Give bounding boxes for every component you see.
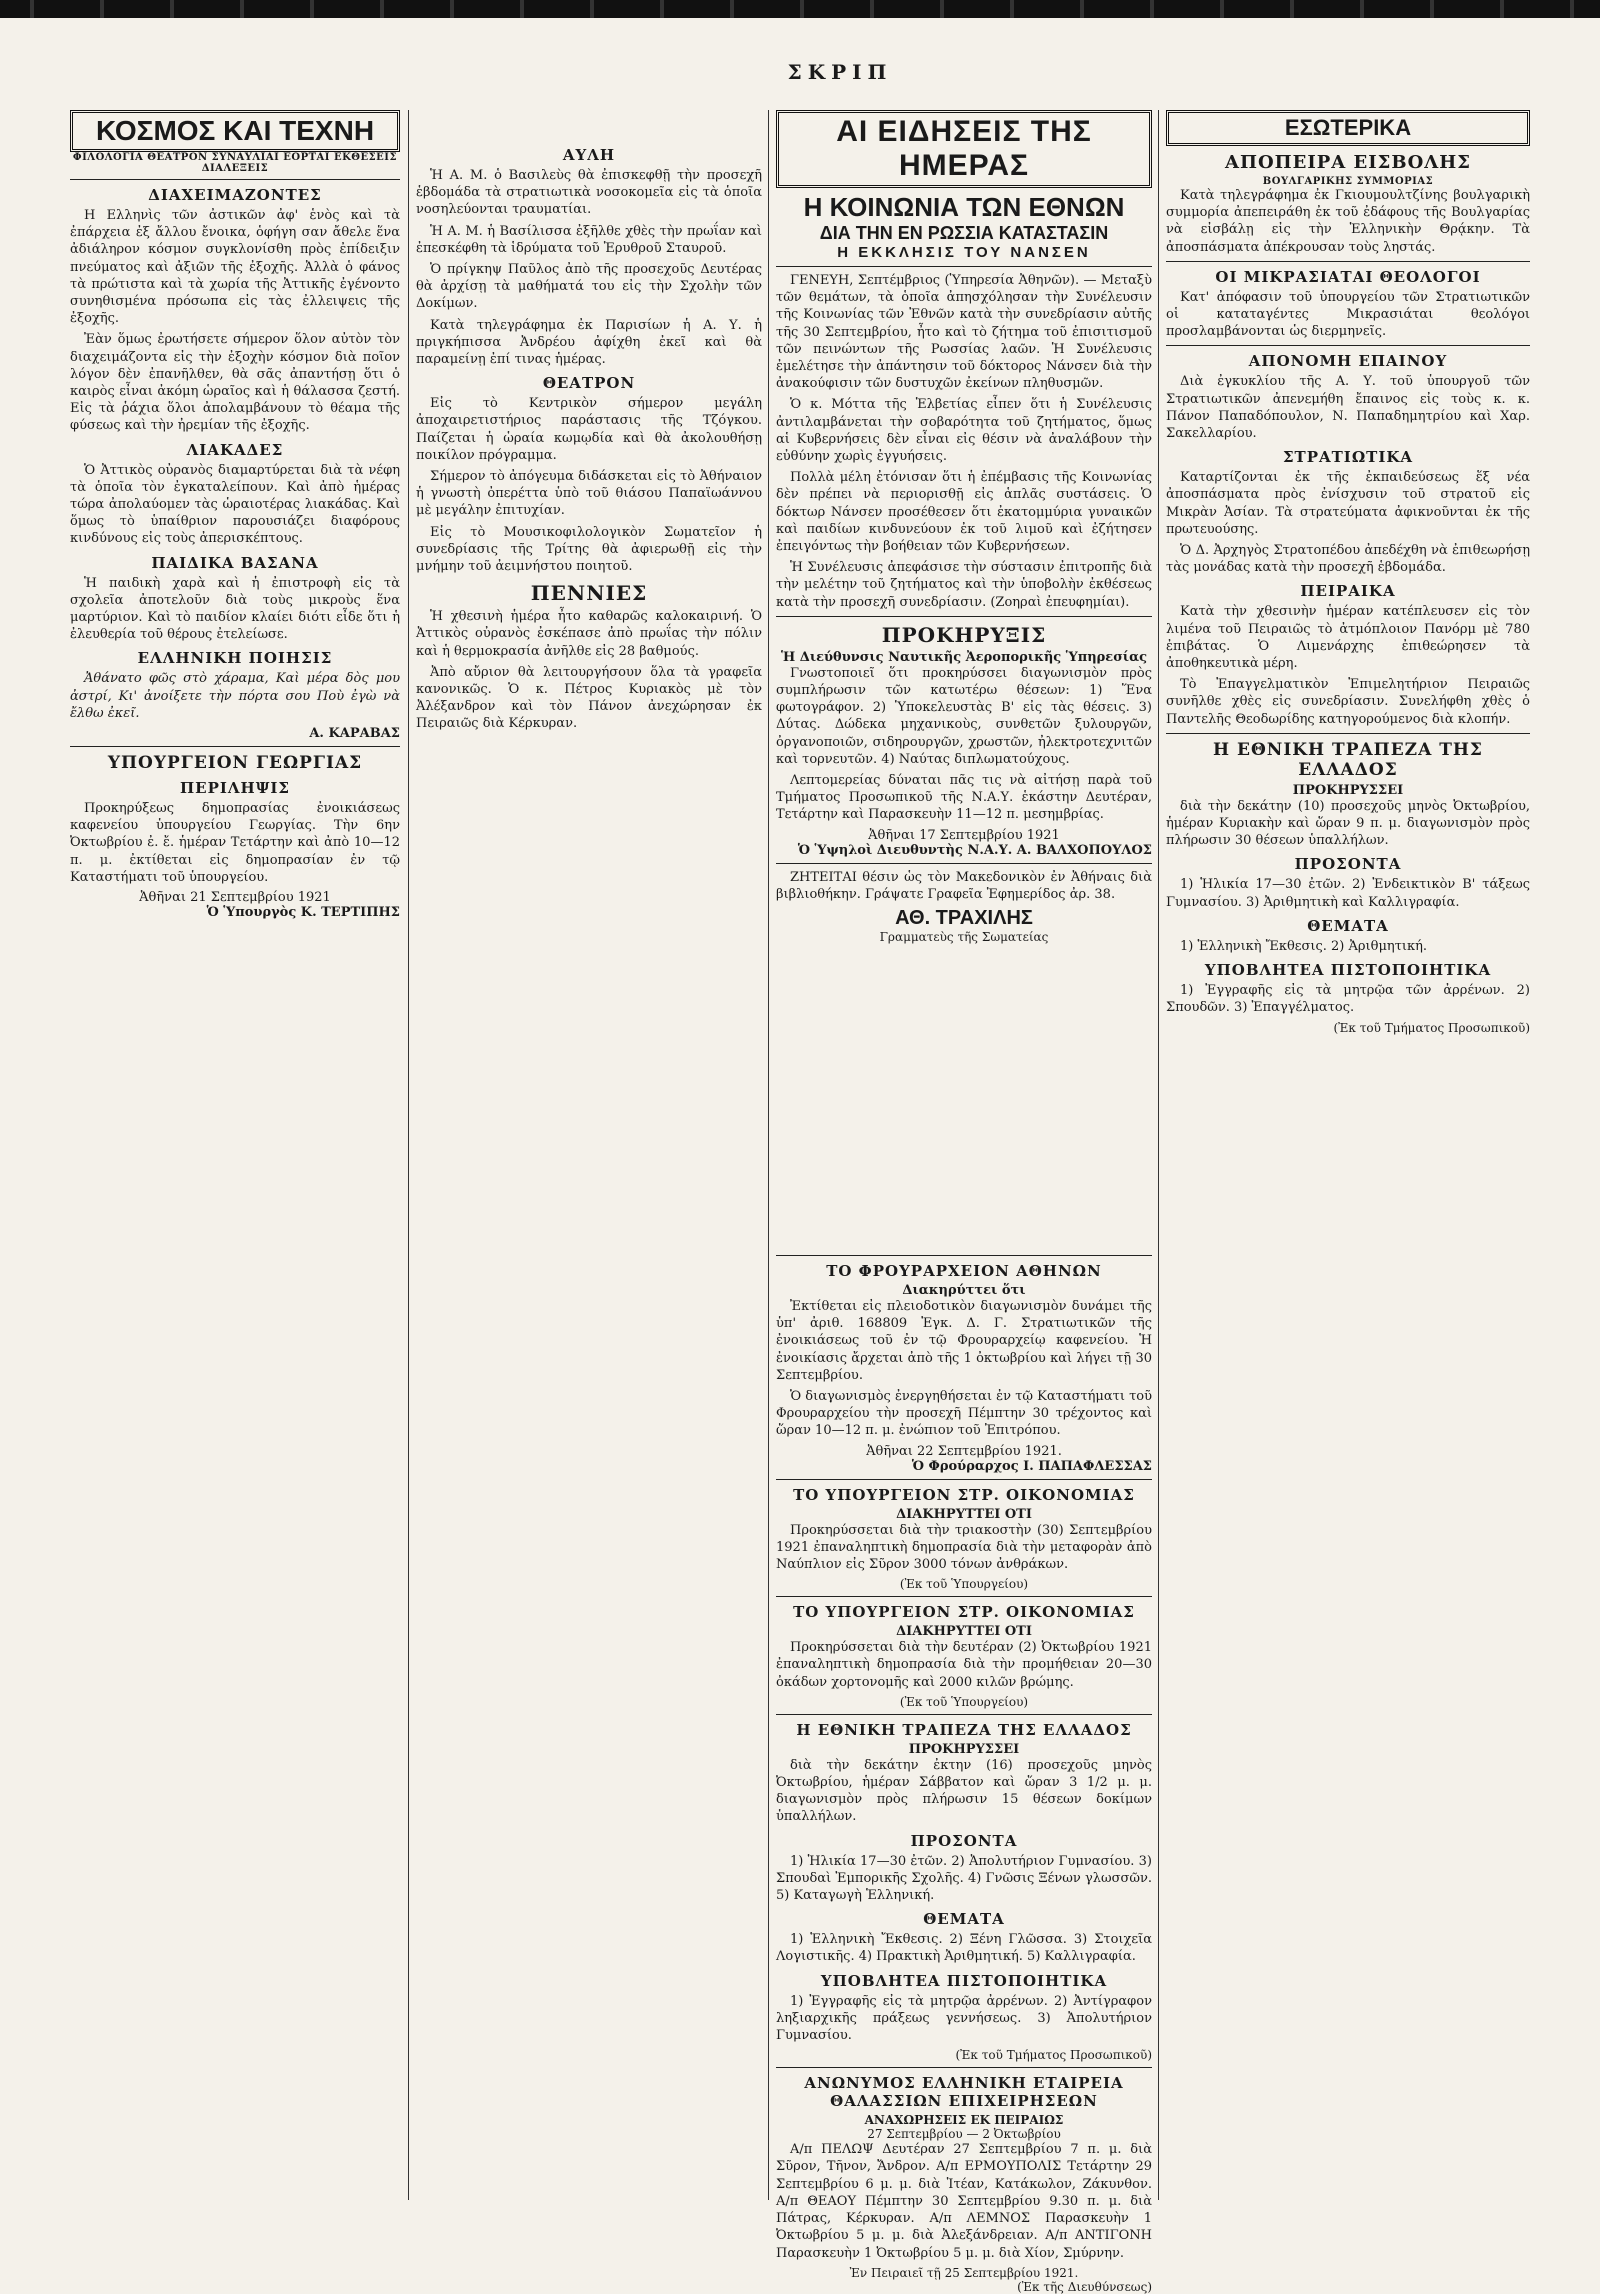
notice-heading: ΠΡΟΚΗΡΥΞΙΣ [881, 622, 1047, 647]
article-text: Διὰ ἐγκυκλίου τῆς Α. Υ. τοῦ ὑπουργοῦ τῶν Στρατιωτικῶν ἀπενεμήθη ἔπαινος εἰς τοὺς κ. κ. Πάνον Παπαδόπουλον, Ν. Παπαδημητρίου καὶ Χαρ. Σακελλαρίου. [1166, 374, 1530, 442]
masthead: ΣΚΡΙΠ [787, 60, 893, 84]
article-text: Ἡ Α. Μ. ὁ Βασιλεὺς θὰ ἐπισκεφθῇ τὴν προσεχῆ ἑβδομάδα τὰ στρατιωτικὰ νοσοκομεῖα εἰς τὰ ὁποῖα νοσηλεύονται τραυματίαι. [416, 168, 762, 218]
bank-items: 1) Ἑλληνικὴ Ἔκθεσις. 2) Ξένη Γλῶσσα. 3) Στοιχεῖα Λογιστικῆς. 4) Πρακτικὴ Ἀριθμητική. 5) Καλλιγραφία. [776, 1932, 1152, 1965]
notice-subheading: ΠΡΟΚΗΡΥΣΣΕΙ [1292, 782, 1404, 798]
notice-text: Προκηρύσσεται διὰ τὴν τριακοστὴν (30) Σεπτεμβρίου 1921 ἐπαναληπτικὴ δημοπρασία διὰ τὴν μεταφορὰν ἀπὸ Ναύπλιον εἰς Σῦρον 3000 τόνων ἀνθράκων. [776, 1522, 1152, 1573]
shipping-dates: 27 Σεπτεμβρίου — 2 Ὀκτωβρίου [867, 2127, 1061, 2142]
notice-signature: Ὁ Ὑψηλοὶ Διευθυντὴς Ν.Α.Υ. Α. ΒΑΛΧΟΠΟΥΛΟΣ [797, 842, 1152, 858]
notice-signature: (Ἐκ τοῦ Ὑπουργείου) [899, 1577, 1029, 1592]
bank-heading: Η ΕΘΝΙΚΗ ΤΡΑΠΕΖΑ ΤΗΣ ΕΛΛΑΔΟΣ [796, 1720, 1132, 1739]
main-headline: ΑΙ ΕΙΔΗΣΕΙΣ ΤΗΣ ΗΜΕΡΑΣ [776, 110, 1152, 188]
notice-date: Ἀθῆναι 21 Σεπτεμβρίου 1921 [139, 890, 331, 906]
notice-text: Ὁ διαγωνισμὸς ἐνεργηθήσεται ἐν τῷ Καταστήματι τοῦ Φρουραρχείου τὴν προσεχῆ Πέμπτην 30 τρέχοντος καὶ ὥραν 10—12 π. μ. ἐνώπιον τοῦ Ἐπιτρόπου. [776, 1389, 1153, 1439]
headline-2: Η ΚΟΙΝΩΝΙΑ ΤΩΝ ΕΘΝΩΝ [803, 192, 1125, 222]
article-text: Ὁ Δ. Ἀρχηγὸς Στρατοπέδου ἀπεδέχθη νὰ ἐπιθεωρήσῃ τὰς μονάδας κατὰ τὴν προσεχῆ ἑβδομάδα. [1166, 543, 1530, 576]
article-heading: ΠΕΙΡΑΙΚΑ [1300, 582, 1396, 601]
article-text: Ὁ κ. Μόττα τῆς Ἑλβετίας εἶπεν ὅτι ἡ Συνέλευσις ἀντιλαμβάνεται τὴν σοβαρότητα τοῦ ζητήματος, ὅμως αἱ Κυβερνήσεις δὲν εἶναι εἰς θέσιν νὰ ἀναλάβουν τὴν εὐθύνην χωρὶς ἐγγυήσεις. [776, 397, 1152, 465]
article-text: Ἡ χθεσινὴ ἡμέρα ἦτο καθαρῶς καλοκαιρινή. Ὁ Ἀττικὸς οὐρανὸς ἐσκέπασε ἀπὸ πρωΐας τὴν πόλιν καὶ ἡ θερμοκρασία ἀνῆλθε εἰς 28 βαθμούς. [416, 609, 762, 659]
article-text: Κατ' ἀπόφασιν τοῦ ὑπουργείου τῶν Στρατιωτικῶν οἱ καταταγέντες Μικρασιάται θεολόγοι προσλαμβάνονται ὡς διερμηνεῖς. [1166, 289, 1530, 340]
shipping-signature: (Ἐκ τῆς Διευθύνσεως) [1017, 2279, 1152, 2294]
article-text: Ὁ Ἀττικὸς οὐρανὸς διαμαρτύρεται διὰ τὰ νέφη τὰ ὁποῖα τὸν ἐγκαταλείπουν. Καὶ ἀπὸ ἡμέρας τώρα ἀπολαύομεν τὰς ὡραιοτέρας λιακάδας. Καὶ ὅμως τὸ ὑπαίθριον παρουσιάζει διαφόρους κινδύνους εἰς τοὺς ἀπερισκέπτους. [70, 462, 400, 547]
notice-date: Ἀθῆναι 22 Σεπτεμβρίου 1921. [866, 1443, 1062, 1459]
notice-text: Ἐκτίθεται εἰς πλειοδοτικὸν διαγωνισμὸν δυνάμει τῆς ὑπ' ἀριθ. 168809 Ἐγκ. Δ. Γ. Στρατιωτικῶν τῆς ἐνοικιάσεως τοῦ ἐν τῷ Φρουραρχείῳ καφενείου. Ἡ ἐνοικίασις ἄρχεται ἀπὸ τῆς 1 ὀκτωβρίου καὶ λήγει τῇ 30 Σεπτεμβρίου. [776, 1299, 1152, 1383]
article-heading: ΔΙΑΧΕΙΜΑΖΟΝΤΕΣ [148, 186, 322, 204]
shipping-text: Α/π ΠΕΛΩΨ Δευτέραν 27 Σεπτεμβρίου 7 π. μ. διὰ Σῦρον, Τῆνον, Ἄνδρον. Α/π ΕΡΜΟΥΠΟΛΙΣ Τετάρτην 29 Σεπτεμβρίου 6 μ. μ. διὰ Ἰτέαν, Κατάκωλον, Ζάκυνθον. Α/π ΘΕΑΟΥ Πέμπτην 30 Σεπτεμβρίου 9.30 π. μ. διὰ Πάτρας, Κέρκυραν. Α/π ΛΕΜΝΟΣ Παρασκευὴν 1 Ὀκτωβρίου 5 μ. μ. διὰ Ἀλεξάνδρειαν. Α/π ΑΝΤΙΓΟΝΗ Παρασκευὴν 1 Ὀκτωβρίου 5 μ. μ. διὰ Χίον, Σμύρνην. [776, 2142, 1152, 2261]
section-title: ΕΣΩΤΕΡΙΚΑ [1166, 110, 1530, 146]
notice-heading: ΤΟ ΥΠΟΥΡΓΕΙΟΝ ΣΤΡ. ΟΙΚΟΝΟΜΙΑΣ [793, 1485, 1135, 1504]
article-text: Πολλὰ μέλη ἐτόνισαν ὅτι ἡ ἐπέμβασις τῆς Κοινωνίας δὲν πρέπει νὰ περιορισθῇ εἰς ἁπλᾶς συστάσεις. Ὁ δόκτωρ Νάνσεν προσέθεσεν ὅτι ἐκατομμύρια γυναικῶν καὶ παιδίων κινδυνεύουν ἐκ τοῦ λιμοῦ καὶ ἐζήτησεν ἐπειγόντως τὴν βοήθειαν τῶν Κυβερνήσεων. [776, 470, 1152, 555]
shipping-date: Ἐν Πειραιεῖ τῇ 25 Σεπτεμβρίου 1921. [849, 2265, 1079, 2280]
article-text: Καταρτίζονται ἐκ τῆς ἐκπαιδεύσεως ἕξ νέα ἀποσπάσματα πρὸς ἐνίσχυσιν τοῦ στρατοῦ εἰς Μικρὰν Ἀσίαν. Τὰ στρατεύματα ἀφικνοῦνται ἐκ τῆς πρωτευούσης. [1166, 470, 1530, 537]
notice-signature: Ὁ Ὑπουργὸς Κ. ΤΕΡΤΙΠΗΣ [206, 905, 400, 921]
headline-3: ΔΙΑ ΤΗΝ ΕΝ ΡΩΣΣΙΑ ΚΑΤΑΣΤΑΣΙΝ [819, 223, 1109, 243]
article-heading: ΑΥΛΗ [562, 146, 616, 164]
article-text: Κατὰ τηλεγράφημα ἐκ Παρισίων ἡ Α. Υ. ἡ πριγκήπισσα Ἀνδρέου ἀφίχθη ἐκεῖ καὶ θὰ παραμείνῃ ἐπί τινας ἡμέρας. [416, 317, 762, 368]
notice-subheading: Διακηρύττει ὅτι [902, 1283, 1026, 1298]
notice-sub: ΥΠΟΒΛΗΤΕΑ ΠΙΣΤΟΠΟΙΗΤΙΚΑ [1204, 961, 1492, 980]
notice-sub: ΘΕΜΑΤΑ [1307, 916, 1389, 935]
notice-signature: Ὁ Φρούραρχος Ι. ΠΑΠΑΦΛΕΣΣΑΣ [911, 1458, 1152, 1474]
article-text: Σήμερον τὸ ἀπόγευμα διδάσκεται εἰς τὸ Ἀθήναιον ἡ γνωστὴ ὀπερέττα ὑπὸ τοῦ θιάσου Παπαϊωάννου μὲ μεγάλην ἐπιτυχίαν. [416, 469, 762, 519]
bank-subheading: ΠΡΟΚΗΡΥΣΣΕΙ [908, 1741, 1020, 1757]
advert-sub: Γραμματεὺς τῆς Σωματείας [879, 930, 1049, 945]
article-heading: ΑΠΟΝΟΜΗ ΕΠΑΙΝΟΥ [1248, 352, 1448, 371]
notice-text: Λεπτομερείας δύναται πᾶς τις νὰ αἰτήσῃ παρὰ τοῦ Τμήματος Προσωπικοῦ τῆς Ν.Α.Υ. ἑκάστην Δευτέραν, Τετάρτην καὶ Παρασκευὴν 11—12 π. μεσημβρίας. [776, 773, 1152, 823]
article-heading: ΛΙΑΚΑΔΕΣ [186, 440, 284, 459]
bank-signature: (Ἐκ τοῦ Τμήματος Προσωπικοῦ) [955, 2048, 1152, 2063]
notice-items: 1) Ἑλληνικὴ Ἔκθεσις. 2) Ἀριθμητική. [1180, 938, 1428, 954]
column-domestic [1166, 110, 1530, 2160]
section-subtitle: ΦΙΛΟΛΟΓΙΑ ΘΕΑΤΡΟΝ ΣΥΝΑΥΛΙΑΙ ΕΟΡΤΑΙ ΕΚΘΕΣΕΙΣ ΔΙΑΛΕΞΕΙΣ [72, 152, 398, 174]
notice-subheading: ΠΕΡΙΛΗΨΙΣ [179, 779, 291, 798]
article-text: Εἰς τὸ Μουσικοφιλολογικὸν Σωματεῖον ἡ συνεδρίασις τῆς Τρίτης θὰ ἀφιερωθῇ εἰς τὴν μνήμην τοῦ ἀειμνήστου ποιητοῦ. [416, 524, 762, 575]
article-heading: ΘΕΑΤΡΟΝ [542, 374, 636, 393]
bank-items: 1) Ἡλικία 17—30 ἐτῶν. 2) Ἀπολυτήριον Γυμνασίου. 3) Σπουδαὶ Ἐμπορικῆς Σχολῆς. 4) Γνῶσις Ξένων γλωσσῶν. 5) Καταγωγὴ Ἑλληνική. [776, 1853, 1152, 1904]
newspaper-page [70, 60, 1530, 2294]
bank-sub: ΥΠΟΒΛΗΤΕΑ ΠΙΣΤΟΠΟΙΗΤΙΚΑ [820, 1971, 1108, 1990]
article-heading: ΑΠΟΠΕΙΡΑ ΕΙΣΒΟΛΗΣ [1224, 152, 1471, 173]
notice-heading: ΤΟ ΥΠΟΥΡΓΕΙΟΝ ΣΤΡ. ΟΙΚΟΝΟΜΙΑΣ [793, 1603, 1135, 1622]
article-text: Ἡ Α. Μ. ἡ Βασίλισσα ἐξῆλθε χθὲς τὴν πρωΐαν καὶ ἐπεσκέφθη τὰ ἱδρύματα τοῦ Ἐρυθροῦ Σταυροῦ. [416, 223, 762, 256]
article-heading: ΟΙ ΜΙΚΡΑΣΙΑΤΑΙ ΘΕΟΛΟΓΟΙ [1215, 267, 1481, 286]
notice-heading: ΤΟ ΦΡΟΥΡΑΡΧΕΙΟΝ ΑΘΗΝΩΝ [826, 1262, 1102, 1280]
notice-subheading: Ἡ Διεύθυνσις Ναυτικῆς Ἀεροπορικῆς Ὑπηρεσίας [780, 649, 1148, 665]
article-text: Ἡ Συνέλευσις ἀπεφάσισε τὴν σύστασιν ἐπιτροπῆς διὰ τὴν μελέτην τοῦ ζητήματος καὶ τὴν ὑποβολὴν ἐκθέσεως κατὰ τὴν προσεχῆ συνεδρίασιν. (Ζοηραὶ ἐπευφημίαι). [776, 560, 1152, 610]
article-text: Κατὰ τηλεγράφημα ἐκ Γκιουμουλτζίνης βουλγαρικὴ συμμορία ἀπεπειράθη ἐκ τοῦ ἐδάφους τῆς Βουλγαρίας νὰ εἰσβάλῃ εἰς τὴν Ἑλληνικὴν Θρᾴκην. Τὰ ἀποσπάσματα ἀπέκρουσαν τοὺς ληστάς. [1166, 188, 1530, 255]
poem-text: Ἀθάνατο φῶς στὸ χάραμα, Καὶ μέρα δὸς μου ἀστρί, Κι' ἀνοίξετε τὴν πόρτα σου Ποὺ ἐγὼ νὰ ἔλθω ἐκεῖ. [70, 671, 400, 721]
notice-text: Γνωστοποιεῖ ὅτι προκηρύσσει διαγωνισμὸν πρὸς συμπλήρωσιν τῶν κατωτέρω θέσεων: 1) Ἕνα φωτογράφον. 2) Ὑποκελευστὰς Β' εἰς τὰς θέσεις. 3) Δύτας. Δώδεκα μηχανικοὺς, συνθετῶν ξυλουργῶν, ὀργανοποιῶν, σιδηρουργῶν, χρωστῶν, ἠλεκτροτεχνιτῶν καὶ τορνευτῶν. 4) Ναύτας διπλωματούχους. [776, 665, 1152, 767]
article-heading: ΣΤΡΑΤΙΩΤΙΚΑ [1282, 448, 1414, 467]
notice-items: 1) Ἡλικία 17—30 ἐτῶν. 2) Ἐνδεικτικὸν Β' τάξεως Γυμνασίου. 3) Ἀριθμητικὴ καὶ Καλλιγραφία. [1166, 877, 1530, 910]
article-text: Ἡ παιδικὴ χαρὰ καὶ ἡ ἐπιστροφὴ εἰς τὰ σχολεῖα ἀποτελοῦν διὰ τοὺς μικροὺς ἕνα μαρτύριον. Καὶ τὸ παιδίον κλαίει διότι εἶδε ὅτι ἡ ἐλευθερία τοῦ θέρους ἐτελείωσε. [70, 575, 400, 643]
bank-items: 1) Ἐγγραφῆς εἰς τὰ μητρῷα ἀρρένων. 2) Ἀντίγραφον ληξιαρχικῆς πράξεως γεννήσεως. 3) Ἀπολυτήριον Γυμνασίου. [776, 1993, 1152, 2044]
notice-subheading: ΔΙΑΚΗΡΥΤΤΕΙ ΟΤΙ [896, 1624, 1032, 1640]
notice-text: διὰ τὴν δεκάτην (10) προσεχοῦς μηνὸς Ὀκτωβρίου, ἡμέραν Κυριακὴν καὶ ὥραν 9 π. μ. διαγωνισμὸν πρὸς πλήρωσιν 30 θέσεων ὑπαλλήλων. [1166, 798, 1530, 849]
notice-sub: ΠΡΟΣΟΝΤΑ [1294, 855, 1402, 874]
notice-date: Ἀθῆναι 17 Σεπτεμβρίου 1921 [868, 827, 1060, 843]
article-heading: ΠΑΙΔΙΚΑ ΒΑΣΑΝΑ [151, 553, 319, 572]
article-subheading: ΒΟΥΛΓΑΡΙΚΗΣ ΣΥΜΜΟΡΙΑΣ [1262, 176, 1434, 187]
top-border [0, 0, 1600, 18]
classified-text: ΖΗΤΕΙΤΑΙ θέσιν ὡς τὸν Μακεδονικὸν ἐν Ἀθήναις διὰ βιβλιοθήκην. Γράψατε Γραφεῖα Ἐφημερίδος ἀρ. 38. [776, 869, 1152, 902]
article-text: Η Ελληνὶς τῶν ἀστικῶν ἀφ' ἑνὸς καὶ τὰ ἐπάρχεια ἐξ ἄλλου ἔνοικα, ὁφήγη σαν ἄθελε ἕνα ἀδιάληρον κόσμον συγκλονίσθη πρὸς ἐπίδειξιν πνεύματος καὶ ἀξιῶν τῆς ἐξοχῆς. Ἀλλὰ ὁ φάνος τὰ πρώτιστα καὶ τὰ χωρία τῆς Ἀττικῆς ἐγένοντο συνηθισμένα πρόσωπα εἰς τὰς ἐλλειψεις τῆς ἐξοχῆς. [70, 208, 400, 327]
article-text: Ἐὰν ὅμως ἐρωτήσετε σήμερον ὅλον αὐτὸν τὸν διαχειμάζοντα εἰς τὴν ἐξοχὴν κόσμον διὰ ποῖον λόγον δὲν ἐπανῆλθεν, θὰ σᾶς ἀπαντήσῃ ὅτι ὁ καιρὸς εἶναι ἀκόμη ὡραῖος καὶ ἡ θάλασσα ζεστή. Εἰς τὰ ῥάχια ὅλοι ἀπολαμβάνουν τὸ θέαμα τῆς φύσεως καὶ τὴν ἠρεμίαν τῆς ἐξοχῆς. [70, 332, 400, 434]
column-news-short [416, 140, 762, 2190]
notice-heading: ΥΠΟΥΡΓΕΙΟΝ ΓΕΩΡΓΙΑΣ [107, 753, 363, 774]
section-title: ΚΟΣΜΟΣ ΚΑΙ ΤΕΧΝΗ [70, 110, 400, 152]
notice-signature: (Ἐκ τοῦ Ὑπουργείου) [899, 1694, 1029, 1709]
column-rule [1158, 110, 1159, 2200]
column-rule [408, 110, 409, 2200]
article-text: Τὸ Ἐπαγγελματικὸν Ἐπιμελητήριον Πειραιῶς συνῆλθε χθὲς εἰς συνεδρίασιν. Συνελήφθη χθὲς ὁ Παντελῆς Θεοδωρίδης κατηγορούμενος διὰ κλοπήν. [1166, 677, 1530, 727]
article-heading: ΕΛΛΗΝΙΚΗ ΠΟΙΗΣΙΣ [137, 649, 333, 668]
notice-text: Προκηρύξεως δημοπρασίας ἐνοικιάσεως καφενείου ὑπουργείου Γεωργίας. Τὴν 6ην Ὀκτωβρίου ἐ. ἔ. ἡμέραν Τετάρτην καὶ ἀπὸ 10—12 π. μ. ἐκτίθεται εἰς δημοπρασίαν ἐν τῷ Καταστήματι τοῦ ὑπουργείου. [70, 801, 400, 885]
notice-text: Προκηρύσσεται διὰ τὴν δευτέραν (2) Ὀκτωβρίου 1921 ἐπαναληπτικὴ δημοπρασία διὰ τὴν προμήθειαν 20—30 ὀκάδων χορτονομῆς καὶ 2000 κιλῶν βρώμης. [776, 1640, 1152, 1690]
column-kosmos [70, 110, 400, 2160]
shipping-heading: ΑΝΩΝΥΜΟΣ ΕΛΛΗΝΙΚΗ ΕΤΑΙΡΕΙΑ ΘΑΛΑΣΣΙΩΝ ΕΠΙΧΕΙΡΗΣΕΩΝ [804, 2074, 1124, 2111]
notice-signature: (Ἐκ τοῦ Τμήματος Προσωπικοῦ) [1333, 1020, 1530, 1035]
bank-text: διὰ τὴν δεκάτην ἐκτην (16) προσεχοῦς μηνὸς Ὀκτωβρίου, ἡμέραν Σάββατον καὶ ὥραν 3 1/2 μ. μ. διαγωνισμὸν πρὸς πλήρωσιν 15 θέσεων δοκίμων ὑπαλλήλων. [776, 1757, 1152, 1825]
shipping-sub: ΑΝΑΧΩΡΗΣΕΙΣ ΕΚ ΠΕΙΡΑΙΩΣ [864, 2113, 1064, 2128]
headline-4: Η ΕΚΚΛΗΣΙΣ ΤΟΥ ΝΑΝΣΕΝ [837, 244, 1091, 261]
notice-items: 1) Ἐγγραφῆς εἰς τὰ μητρῷα τῶν ἀρρένων. 2) Σπουδῶν. 3) Ἐπαγγέλματος. [1166, 983, 1530, 1016]
advert-name: ΑΘ. ΤΡΑΧΙΛΗΣ [895, 907, 1033, 930]
notice-subheading: ΔΙΑΚΗΡΥΤΤΕΙ ΟΤΙ [896, 1506, 1032, 1522]
article-text: Ἀπὸ αὔριον θὰ λειτουργήσουν ὅλα τὰ γραφεῖα κανονικῶς. Ὁ κ. Πέτρος Κυριακὸς μὲ τὸν Ἀλέξανδρον καὶ τὸν Πάνον ἀνεχώρησαν ἐκ Πειραιῶς διὰ Κέρκυραν. [416, 664, 762, 732]
column-rule [768, 110, 769, 2200]
column-notices-lower [776, 1250, 1153, 2294]
article-text: Κατὰ τὴν χθεσινὴν ἡμέραν κατέπλευσεν εἰς τὸν λιμένα τοῦ Πειραιῶς τὸ ἀτμόπλοιον Πανόρμ μὲ 780 ἐπιβάτας. Ὁ Λιμενάρχης ἐπιθεώρησεν τὰ ἀποθηκευτικὰ μέρη. [1166, 604, 1530, 672]
poem-author: Α. ΚΑΡΑΒΑΣ [309, 726, 400, 742]
article-text: Εἰς τὸ Κεντρικὸν σήμερον μεγάλη ἀποχαιρετιστήριος παράστασις τῆς Τζόγκου. Παίζεται ἡ ὡραία κωμῳδία καὶ θὰ ἀκολουθήσῃ ποικίλον πρόγραμμα. [416, 396, 762, 463]
bank-sub: ΘΕΜΑΤΑ [923, 1910, 1005, 1929]
bank-sub: ΠΡΟΣΟΝΤΑ [910, 1831, 1018, 1850]
article-text: ΓΕΝΕΥΗ, Σεπτέμβριος (Ὑπηρεσία Ἀθηνῶν). — Μεταξὺ τῶν θεμάτων, τὰ ὁποῖα ἀπησχόλησαν τὴν Συνέλευσιν τῆς Κοινωνίας τῶν Ἐθνῶν κατὰ τὴν συνεδρίασιν αὐτῆς τῆς 30 Σεπτεμβρίου, ἦτο καὶ τὸ ζήτημα τοῦ ἐπισιτισμοῦ τῶν πεινώντων τῆς Ρωσσίας λαῶν. Ἡ Συνέλευσις ἐμελέτησε τὴν ἀπάντησιν τοῦ δόκτορος Νάνσεν διὰ τὴν ἀνακούφισιν τῶν δυστυχῶν ἐκείνων πληθυσμῶν. [776, 273, 1152, 392]
article-heading: ΠΕΝΝΙΕΣ [530, 581, 648, 606]
notice-heading: Η ΕΘΝΙΚΗ ΤΡΑΠΕΖΑ ΤΗΣ ΕΛΛΑΔΟΣ [1213, 739, 1483, 780]
article-text: Ὁ πρίγκηψ Παῦλος ἀπὸ τῆς προσεχοῦς Δευτέρας θὰ ἀρχίσῃ τὰ μαθήματά του εἰς τὴν Σχολὴν τῶν Δοκίμων. [416, 262, 762, 312]
